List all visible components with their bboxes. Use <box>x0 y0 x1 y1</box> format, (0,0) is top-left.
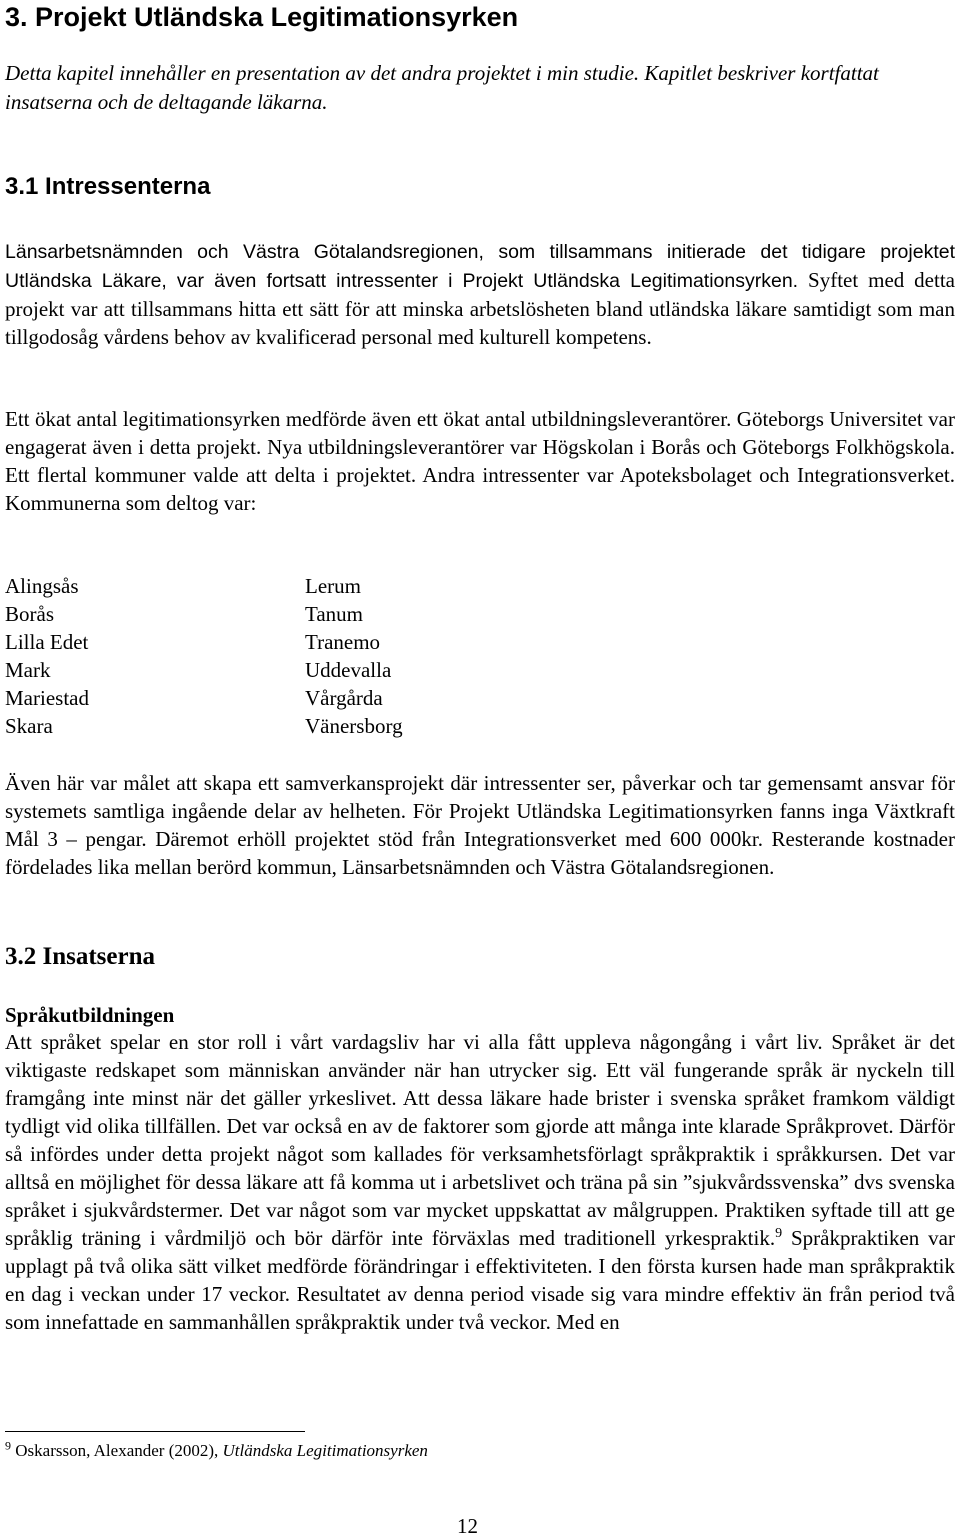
paragraph-utbildningsleverantorer <box>5 405 955 517</box>
municipality-column-right <box>305 572 403 740</box>
subheading-sprakutbildningen: Språkutbildningen <box>5 1003 175 1027</box>
footnote-title: Utländska Legitimationsyrken <box>222 1441 428 1460</box>
municipality-item: Lerum <box>305 574 361 598</box>
paragraph-intressenter-part2: Syftet med detta projekt var att tillsammans hitta ett sätt för att minska arbetslösheten bland utländska läkare samtidigt som man tillgodosåg vårdens behov av kvalificerad personal med kulturell kompetens. <box>5 268 955 349</box>
municipality-item: Skara <box>5 714 53 738</box>
section-heading-intressenterna: 3.1 Intressenterna <box>5 173 211 200</box>
footnote-number: 9 <box>5 1438 11 1453</box>
municipality-item: Tranemo <box>305 630 381 654</box>
section-heading-insatserna: 3.2 Insatserna <box>5 943 156 970</box>
municipality-item: Mariestad <box>5 686 89 710</box>
page-number: 12 <box>457 1514 478 1538</box>
municipality-item: Borås <box>5 602 54 626</box>
footnote-author: Oskarsson, Alexander (2002), <box>15 1441 223 1460</box>
paragraph-sprak-part1: Att språket spelar en stor roll i vårt vardagsliv har vi alla fått uppleva någongång i vårt liv. Språket är det viktigaste redskapet som människan använder när han utrycker sig. Ett väl fungerande språk är nyckeln till framgång inte minst när det gäller yrkeslivet. Att dessa läkare hade brister i svenska språket framkom väldigt tydligt vid olika tillfällen. Det var också en av de faktorer som gjorde att många inte klarade Språkprovet. Därför så infördes under detta projekt något som kallades för verksamhetsförlagt språkpraktik i språkkursen. Det var alltså en möjlighet för dessa läkare att få komma ut i arbetslivet och träna på sin ”sjukvårdssvenska” dvs svenska språket i sjukvårdstermer. Det var något som var mycket uppskattat av målgruppen. Praktiken syftade till att ge språklig träning i vårdmiljö och bör därför inte förväxlas med traditionell yrkespraktik. <box>5 1030 955 1250</box>
footnote-separator <box>5 1431 305 1432</box>
paragraph-sprak-part2: Språkpraktiken var upplagt på två olika sätt vilket medförde förändringar i effektiviteten. I den första kursen hade man språkpraktik en dag i veckan under 17 veckor. Resultatet av denna period visade sig vara mindre effektiv än från period två som innefattade en sammanhållen språkpraktik under två veckor. Med en <box>5 1226 955 1334</box>
municipality-item: Mark <box>5 658 51 682</box>
municipality-item: Lilla Edet <box>5 630 89 654</box>
paragraph-utbildning-part2: Nya utbildningsleverantörer var Högskolan i Borås och Göteborgs Folkhögskola. Ett flertal kommuner valde att delta i projektet. Andra intressenter var Apoteksbolaget och Integrationsverket. Kommunerna som deltog var: <box>5 435 955 515</box>
paragraph-intressenter-part1: Länsarbetsnämnden och Västra Götalandsregionen, som tillsammans initierade det tidigare projektet Utländska Läkare, var även fortsatt intressenter i Projekt Utländska Legitimationsyrken. <box>5 241 955 292</box>
paragraph-utbildning-part1: Ett ökat antal legitimationsyrken medförde även ett ökat antal utbildningsleverantörer. Göteborgs Universitet var engagerat även i detta projekt. <box>5 407 955 459</box>
municipality-item: Uddevalla <box>305 658 392 682</box>
municipality-item: Alingsås <box>5 574 79 598</box>
municipality-column-left <box>5 572 89 740</box>
paragraph-sprakutbildning <box>5 1028 955 1336</box>
paragraph-intressenter <box>5 237 955 351</box>
footnote-reference[interactable]: 9 <box>775 1226 783 1241</box>
paragraph-finansiering: Även här var målet att skapa ett samverkansprojekt där intressenter ser, påverkar och tar gemensamt ansvar för systemets samtliga ingående delar av helheten. För Projekt Utländska Legitimationsyrken fanns inga Växtkraft Mål 3 – pengar. Däremot erhöll projektet stöd från Integrationsverket med 600 000kr. Resterande kostnader fördelades lika mellan berörd kommun, Länsarbetsnämnden och Västra Götalandsregionen. <box>5 771 955 879</box>
chapter-title: 3. Projekt Utländska Legitimationsyrken <box>5 2 519 32</box>
footnote <box>5 1439 955 1463</box>
municipality-item: Vänersborg <box>305 714 403 738</box>
chapter-intro: Detta kapitel innehåller en presentation av det andra projektet i min studie. Kapitlet beskriver kortfattat insatserna och de deltagande läkarna. <box>5 61 879 114</box>
municipality-item: Vårgårda <box>305 686 383 710</box>
municipality-item: Tanum <box>305 602 364 626</box>
